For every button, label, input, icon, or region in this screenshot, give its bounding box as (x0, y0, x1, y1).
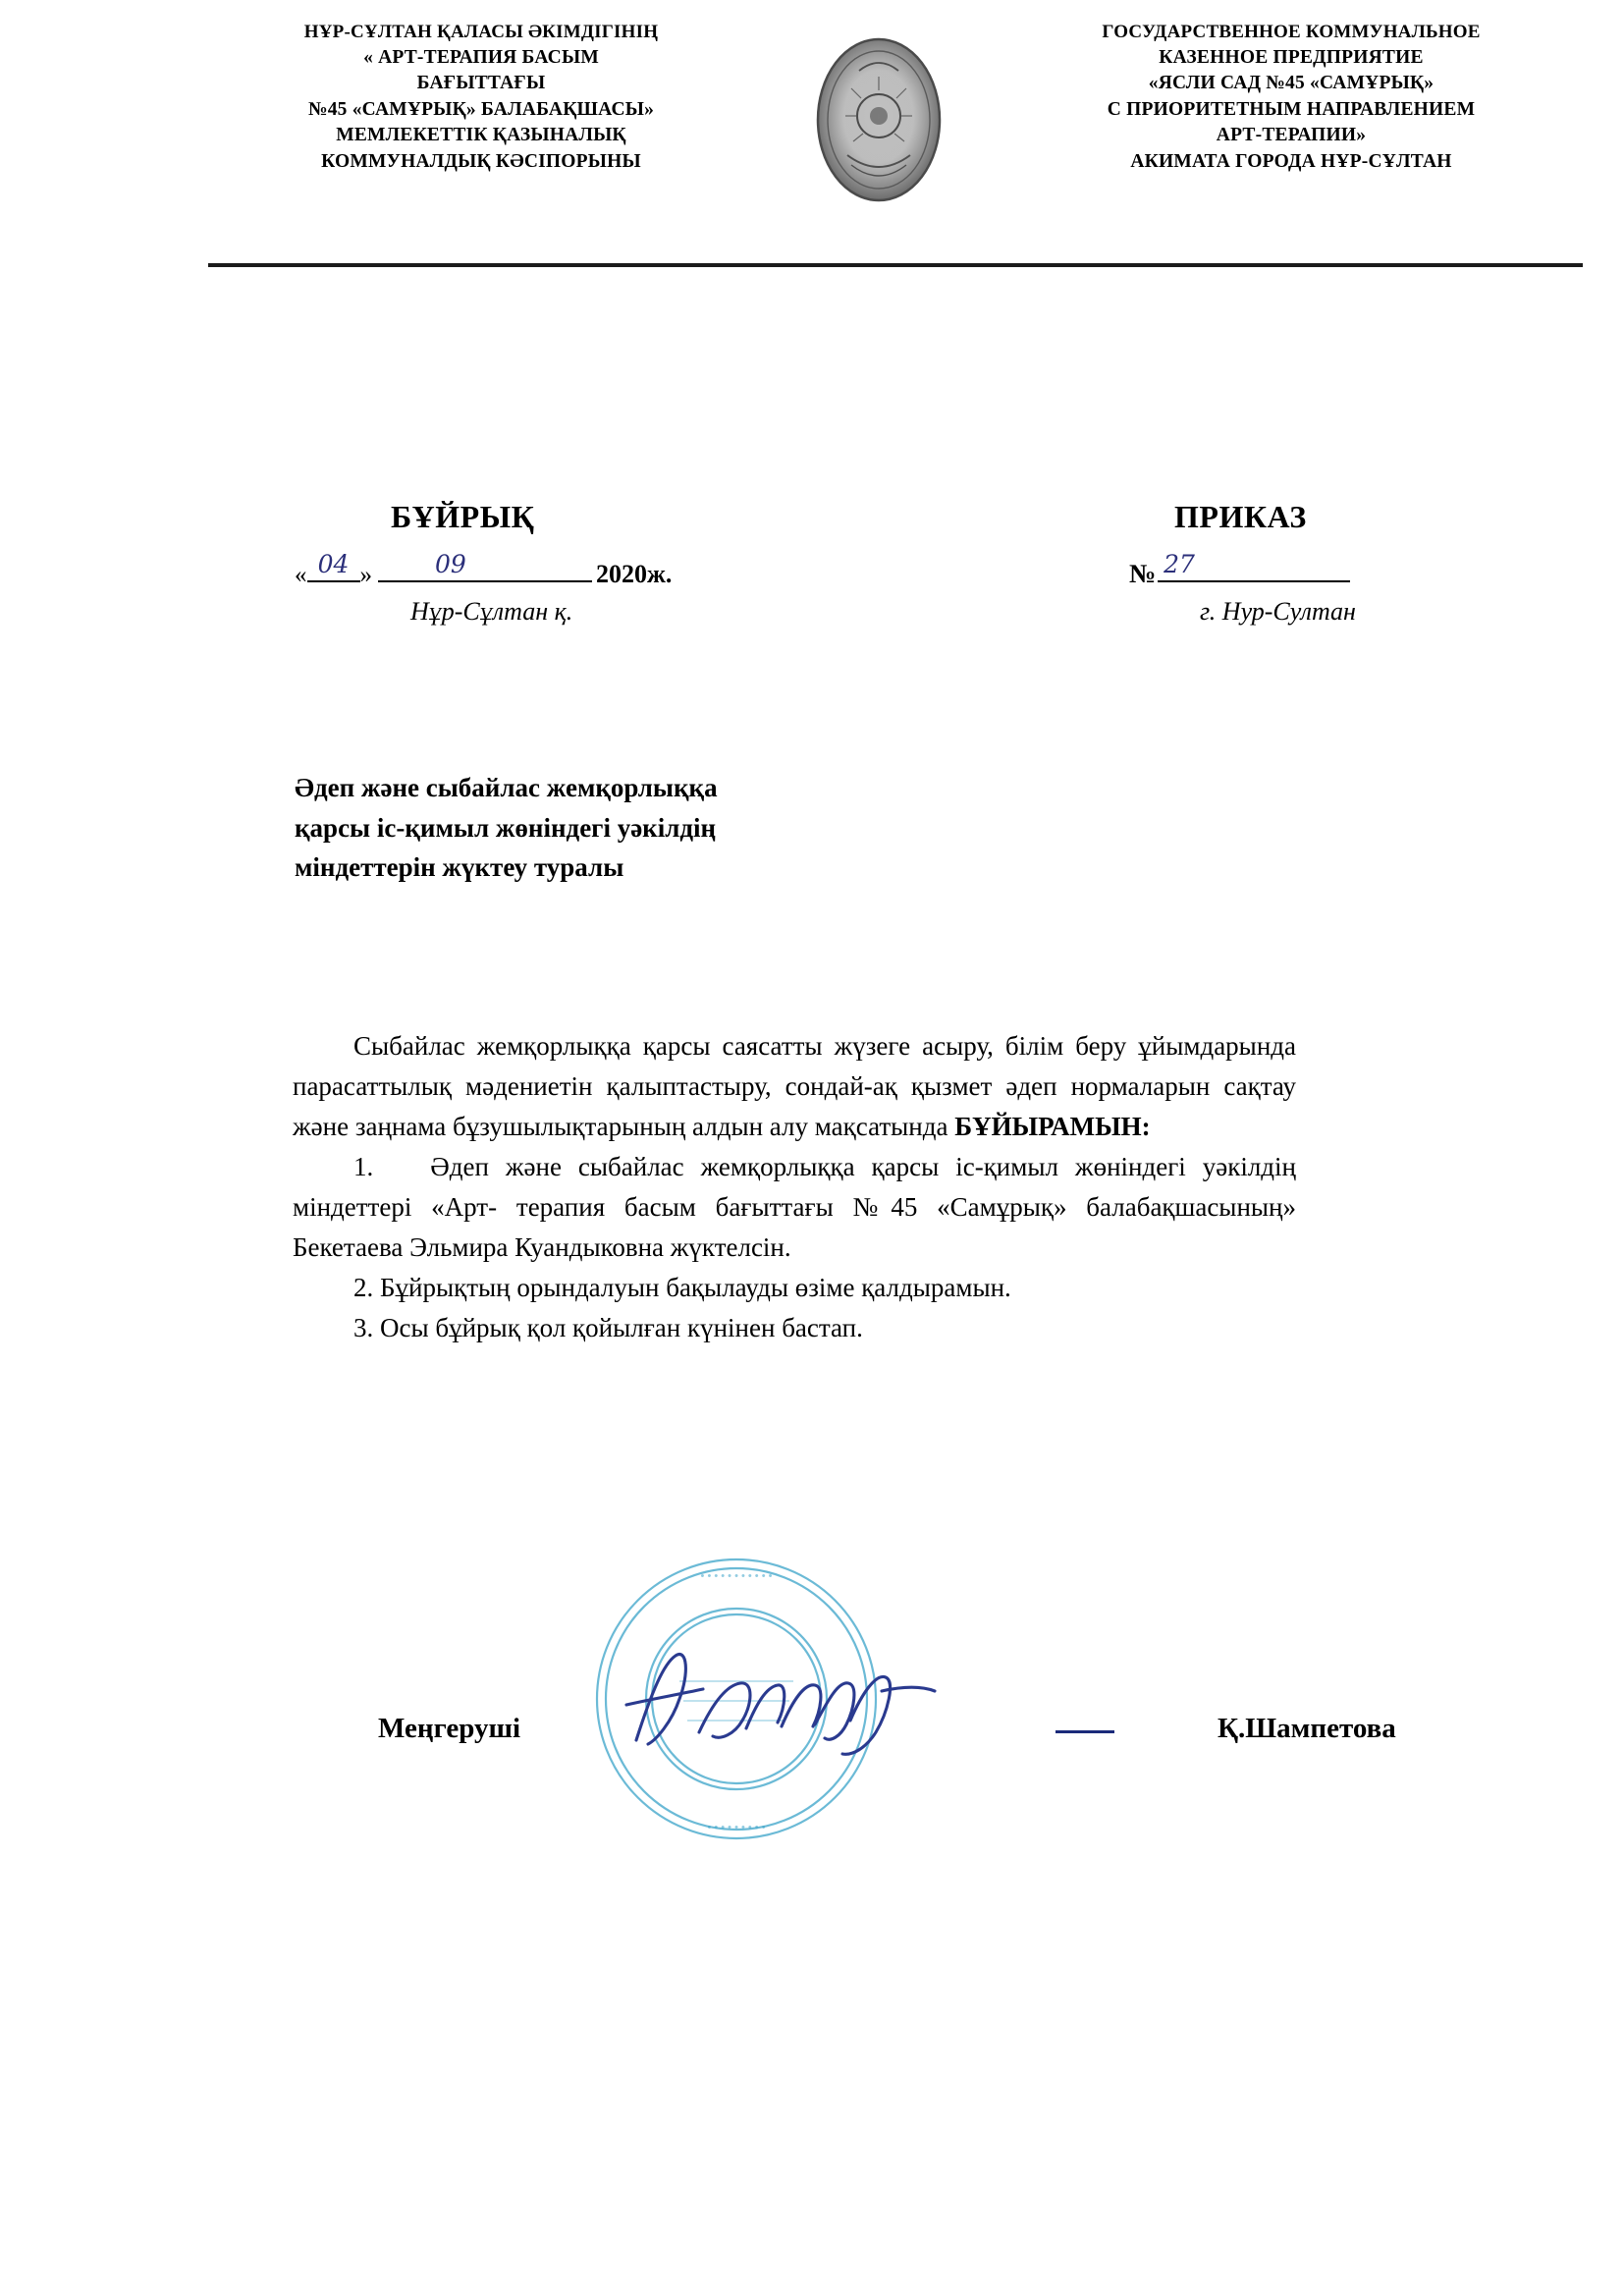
date-close-quote: » (359, 562, 372, 588)
letterhead-ru-line-6: АКИМАТА ГОРОДА НҰР-СҰЛТАН (1130, 150, 1452, 172)
subject-line-1: Әдеп және сыбайлас жемқорлыққа (295, 773, 718, 802)
handwritten-signature-icon (619, 1630, 1031, 1777)
date-day-value: 04 (317, 550, 350, 578)
letterhead-kazakh (201, 18, 761, 175)
letterhead-ru-line-4: С ПРИОРИТЕТНЫМ НАПРАВЛЕНИЕМ (1107, 98, 1476, 120)
header-divider (208, 263, 1583, 267)
number-line (1129, 550, 1350, 589)
order-title-russian: ПРИКАЗ (1174, 499, 1307, 534)
letterhead-ru-line-3: «ЯСЛИ САД №45 «САМҰРЫҚ» (1148, 73, 1435, 94)
body-preamble-text: Сыбайлас жемқорлыққа қарсы саясатты жүзеге асыру, білім беру ұйымдарында парасаттылық мәдениетін қалыптастыру, сондай-ақ қызмет әдеп нормаларын сақтау және заңнама бұзушылықтарының алдын алу мақсатында (293, 1031, 1296, 1142)
order-title-kazakh: БҰЙРЫҚ (391, 499, 535, 534)
date-day-field[interactable] (307, 550, 360, 582)
letterhead-kz-line-6: КОММУНАЛДЫҚ КӘСІПОРЫНЫ (321, 150, 641, 172)
letterhead-kz-line-4: №45 «САМҰРЫҚ» БАЛАБАҚШАСЫ» (307, 98, 655, 120)
letterhead-kz-line-3: БАҒЫТТАҒЫ (416, 73, 546, 94)
letterhead-russian (997, 18, 1586, 175)
date-open-quote: « (295, 562, 307, 588)
body-preamble-bold: БҰЙЫРАМЫН: (954, 1112, 1151, 1142)
letterhead (201, 18, 1586, 208)
subject-line-2: қарсы іс-қимыл жөніндегі уәкілдің (295, 812, 717, 843)
number-value: 27 (1164, 550, 1195, 578)
body-item-2: 2. Бұйрықтың орындалуын бақылауды өзіме қалдырамын. (353, 1273, 1011, 1303)
svg-text:• • • • • • • • • • •: • • • • • • • • • • • (700, 1570, 773, 1582)
letterhead-kz-line-5: МЕМЛЕКЕТТІК ҚАЗЫНАЛЫҚ (336, 125, 626, 146)
body-item-1-text: Әдеп және сыбайлас жемқорлыққа қарсы іс-қимыл жөніндегі уәкілдің міндеттері «Арт- терапия басым бағыттағы №45 «Самұрық» балабақшасының» Бекетаева Эльмира Куандыковна жүктелсін. (293, 1152, 1296, 1263)
signature-position-label: Меңгеруші (378, 1713, 521, 1744)
date-month-value: 09 (435, 550, 466, 578)
signer-name: Қ.Шампетова (1218, 1713, 1396, 1744)
number-field[interactable] (1158, 550, 1350, 582)
body-item-3: 3. Осы бұйрық қол қойылған күнінен бастап. (353, 1313, 863, 1343)
letterhead-kz-line-2: « АРТ-ТЕРАПИЯ БАСЫМ (363, 46, 599, 68)
letterhead-ru-line-5: АРТ-ТЕРАПИИ» (1216, 125, 1367, 146)
date-line (295, 550, 673, 589)
body-item-1 (293, 1147, 1296, 1268)
body-text (293, 1026, 1296, 1348)
svg-text:• • • • • • • • •: • • • • • • • • • (707, 1822, 766, 1833)
state-emblem-icon (790, 31, 967, 208)
body-item-1-number: 1. (353, 1152, 374, 1182)
subject-line-3: міндеттерін жүктеу туралы (295, 852, 624, 882)
city-kazakh: Нұр-Сұлтан қ. (410, 597, 573, 626)
signature-dash (1056, 1730, 1114, 1733)
letterhead-ru-line-2: КАЗЕННОЕ ПРЕДПРИЯТИЕ (1159, 46, 1424, 68)
body-preamble (293, 1026, 1296, 1147)
subject-block (295, 768, 982, 888)
date-month-field[interactable] (378, 550, 592, 582)
city-russian: г. Нур-Султан (1200, 597, 1356, 626)
date-year-label: 2020ж. (596, 560, 673, 588)
letterhead-kz-line-1: НҰР-СҰЛТАН ҚАЛАСЫ ӘКІМДІГІНІҢ (303, 22, 659, 42)
number-label: № (1129, 559, 1157, 588)
letterhead-ru-line-1: ГОСУДАРСТВЕННОЕ КОММУНАЛЬНОЕ (1102, 22, 1481, 42)
